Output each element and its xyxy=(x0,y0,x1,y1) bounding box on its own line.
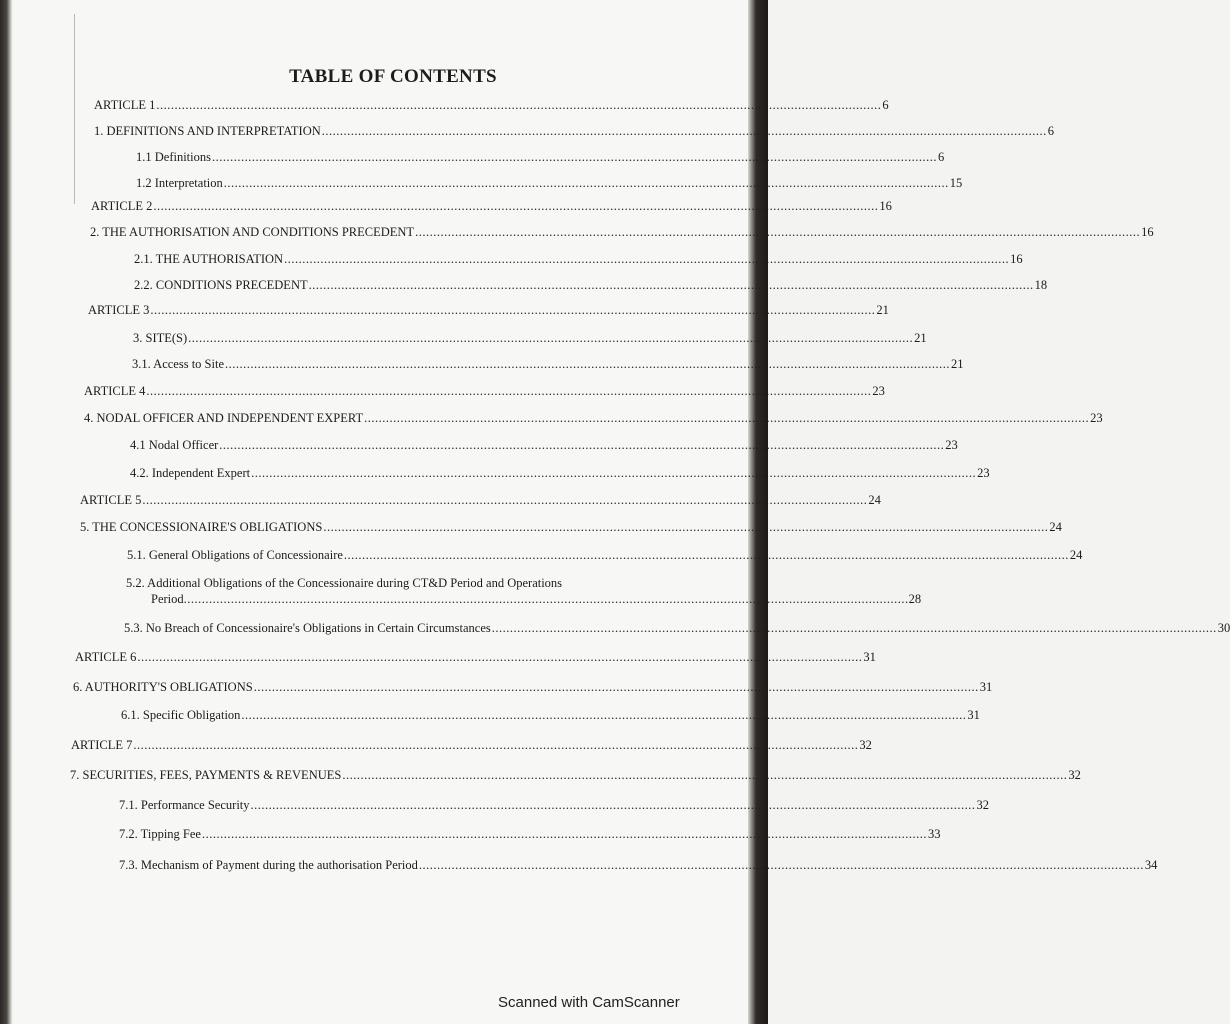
page-title: TABLE OF CONTENTS xyxy=(289,66,497,87)
leader-dots: ........................................................................................................................................................................................................ xyxy=(251,466,977,480)
leader-dots: ........................................................................................................................................................................................................ xyxy=(284,252,1010,266)
toc-entry-5[interactable]: 5. THE CONCESSIONAIRE'S OBLIGATIONS ........................................................................................................................................................................................................ 24 xyxy=(80,520,1062,534)
leader-dots: ........................................................................................................................................................................................................ xyxy=(153,199,879,213)
leader-dots: ........................................................................................................................................................................................................ xyxy=(137,650,863,664)
toc-entry-2-2[interactable]: 2.2. CONDITIONS PRECEDENT ........................................................................................................................................................................................................ 18 xyxy=(134,278,1048,292)
leader-dots: ........................................................................................................................................................................................................ xyxy=(146,384,872,398)
leader-dots: ........................................................................................................................................................................................................ xyxy=(321,124,1047,138)
leader-dots: ........................................................................................................................................................................................................ xyxy=(201,827,927,841)
toc-entry-3-1[interactable]: 3.1. Access to Site ........................................................................................................................................................................................................ 21 xyxy=(132,357,964,371)
toc-entry-5-1[interactable]: 5.1. General Obligations of Concessionaire ........................................................................................................................................................................................................ 24 xyxy=(127,548,1083,562)
leader-dots: ........................................................................................................................................................................................................ xyxy=(142,493,868,507)
toc-entry-6-1[interactable]: 6.1. Specific Obligation ........................................................................................................................................................................................................ 31 xyxy=(121,708,980,722)
leader-dots: ........................................................................................................................................................................................................ xyxy=(308,278,1034,292)
page-crease xyxy=(74,14,75,204)
toc-entry-1-1[interactable]: 1.1 Definitions ........................................................................................................................................................................................................ 6 xyxy=(136,150,945,164)
leader-dots: ........................................................................................................................................................................................................ xyxy=(491,621,1217,635)
toc-entry-6[interactable]: 6. AUTHORITY'S OBLIGATIONS ........................................................................................................................................................................................................ 31 xyxy=(73,680,993,694)
toc-entry-1[interactable]: 1. DEFINITIONS AND INTERPRETATION ........................................................................................................................................................................................................ 6 xyxy=(94,124,1055,138)
camscanner-watermark: Scanned with CamScanner xyxy=(498,994,680,1011)
leader-dots: ........................................................................................................................................................................................................ xyxy=(253,680,979,694)
toc-entry-7-1[interactable]: 7.1. Performance Security ........................................................................................................................................................................................................ 32 xyxy=(119,798,990,812)
toc-entry-article-2[interactable]: ARTICLE 2 ........................................................................................................................................................................................................ 16 xyxy=(91,199,892,213)
leader-dots: ........................................................................................................................................................................................................ xyxy=(323,520,1049,534)
leader-dots: ........................................................................................................................................................................................................ xyxy=(219,438,945,452)
leader-dots: ........................................................................................................................................................................................................ xyxy=(133,738,859,752)
toc-entry-5-2[interactable] xyxy=(126,575,922,607)
leader-dots: ........................................................................................................................................................................................................ xyxy=(156,98,882,112)
leader-dots: ........................................................................................................................................................................................................ xyxy=(183,592,909,606)
toc-entry-1-2[interactable]: 1.2 Interpretation ........................................................................................................................................................................................................ 15 xyxy=(136,176,963,190)
scan-edge-left xyxy=(0,0,12,1024)
leader-dots: ........................................................................................................................................................................................................ xyxy=(150,303,876,317)
leader-dots: ........................................................................................................................................................................................................ xyxy=(225,357,951,371)
toc-entry-5-3[interactable]: 5.3. No Breach of Concessionaire's Obligations in Certain Circumstances ........................................................................................................................................................................................................ 30 xyxy=(124,621,1230,635)
toc-entry-article-4[interactable]: ARTICLE 4 ........................................................................................................................................................................................................ 23 xyxy=(84,384,885,398)
toc-entry-article-7[interactable]: ARTICLE 7 ........................................................................................................................................................................................................ 32 xyxy=(71,738,872,752)
leader-dots: ........................................................................................................................................................................................................ xyxy=(418,858,1144,872)
leader-dots: ........................................................................................................................................................................................................ xyxy=(188,331,914,345)
toc-entry-5-2-line2: Period ........................................................................................................................................................................................................ 28 xyxy=(151,592,922,606)
leader-dots: ........................................................................................................................................................................................................ xyxy=(212,150,937,164)
toc-entry-2[interactable]: 2. THE AUTHORISATION AND CONDITIONS PRECEDENT ........................................................................................................................................................................................................ 16 xyxy=(90,225,1154,239)
toc-entry-article-3[interactable]: ARTICLE 3 ........................................................................................................................................................................................................ 21 xyxy=(88,303,889,317)
leader-dots: ........................................................................................................................................................................................................ xyxy=(250,798,976,812)
toc-entry-2-1[interactable]: 2.1. THE AUTHORISATION ........................................................................................................................................................................................................ 16 xyxy=(134,252,1023,266)
leader-dots: ........................................................................................................................................................................................................ xyxy=(241,708,967,722)
toc-entry-4-2[interactable]: 4.2. Independent Expert ........................................................................................................................................................................................................ 23 xyxy=(130,466,990,480)
leader-dots: ........................................................................................................................................................................................................ xyxy=(223,176,949,190)
toc-entry-5-2-line1: 5.2. Additional Obligations of the Concessionaire during CT&D Period and Operations xyxy=(126,576,563,590)
toc-entry-3[interactable]: 3. SITE(S) ........................................................................................................................................................................................................ 21 xyxy=(133,331,927,345)
toc-entry-article-5[interactable]: ARTICLE 5 ........................................................................................................................................................................................................ 24 xyxy=(80,493,881,507)
toc-entry-4-1[interactable]: 4.1 Nodal Officer ........................................................................................................................................................................................................ 23 xyxy=(130,438,958,452)
toc-entry-7-3[interactable]: 7.3. Mechanism of Payment during the authorisation Period ........................................................................................................................................................................................................ 34 xyxy=(119,858,1158,872)
toc-entry-article-6[interactable]: ARTICLE 6 ........................................................................................................................................................................................................ 31 xyxy=(75,650,876,664)
leader-dots: ........................................................................................................................................................................................................ xyxy=(364,411,1090,425)
document-page xyxy=(14,0,1230,1024)
toc-entry-7[interactable]: 7. SECURITIES, FEES, PAYMENTS & REVENUES ........................................................................................................................................................................................................ 32 xyxy=(70,768,1081,782)
toc-entry-7-2[interactable]: 7.2. Tipping Fee ........................................................................................................................................................................................................ 33 xyxy=(119,827,941,841)
leader-dots: ........................................................................................................................................................................................................ xyxy=(342,768,1068,782)
toc-entry-4[interactable]: 4. NODAL OFFICER AND INDEPENDENT EXPERT ........................................................................................................................................................................................................ 23 xyxy=(84,411,1103,425)
toc-entry-article-1[interactable]: ARTICLE 1 ........................................................................................................................................................................................................ 6 xyxy=(94,98,889,112)
leader-dots: ........................................................................................................................................................................................................ xyxy=(343,548,1069,562)
leader-dots: ........................................................................................................................................................................................................ xyxy=(415,225,1141,239)
